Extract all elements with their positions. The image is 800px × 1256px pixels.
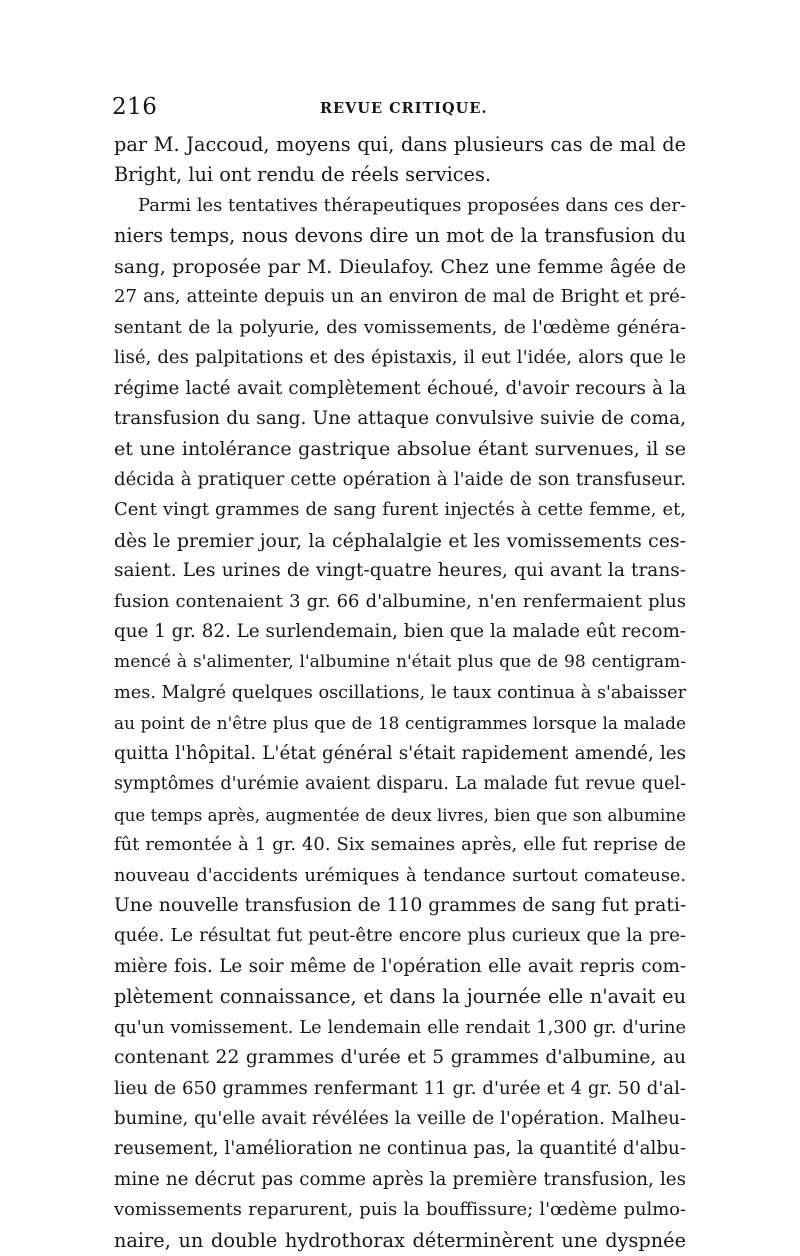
text-line: Une nouvelle transfusion de 110 grammes de sang fut prati- <box>114 894 687 916</box>
text-line: quée. Le résultat fut peut-être encore plus curieux que la pre- <box>114 925 686 947</box>
text-line: naire, un double hydrothorax déterminèrent une dyspnée <box>114 1228 686 1252</box>
text-line: fût remontée à 1 gr. 40. Six semaines après, elle fut reprise de <box>114 834 686 856</box>
text-line: que 1 gr. 82. Le surlendemain, bien que la malade eût recom- <box>114 621 686 642</box>
text-line: décida à pratiquer cette opération à l'aide de son transfuseur. <box>114 468 686 490</box>
text-line: Cent vingt grammes de sang furent injectés à cette femme, et, <box>114 499 686 521</box>
text-line: contenant 22 grammes d'urée et 5 grammes d'albumine, au <box>114 1047 686 1069</box>
text-line: au point de n'être plus que de 18 centigrammes lorsque la malade <box>114 713 686 734</box>
text-line: transfusion du sang. Une attaque convulsive suivie de coma, <box>114 407 686 429</box>
text-line: lieu de 650 grammes renfermant 11 gr. d'urée et 4 gr. 50 d'al- <box>114 1077 686 1099</box>
text-line: reusement, l'amélioration ne continua pas, la quantité d'albu- <box>114 1138 686 1160</box>
text-line: bumine, qu'elle avait révélées la veille de l'opération. Malheu- <box>114 1108 686 1129</box>
text-line: Bright, lui ont rendu de réels services. <box>114 163 491 187</box>
text-line: lisé, des palpitations et des épistaxis, il eut l'idée, alors que le <box>114 347 686 369</box>
body-text <box>114 130 686 1256</box>
text-line: dès le premier jour, la céphalalgie et les vomissements ces- <box>114 529 686 552</box>
text-line: fusion contenaient 3 gr. 66 d'albumine, n'en renfermaient plus <box>114 590 686 612</box>
text-line: sentant de la polyurie, des vomissements, de l'œdème généra- <box>114 316 686 338</box>
text-line: quitta l'hôpital. L'état général s'était rapidement amendé, les <box>114 742 686 764</box>
text-line: niers temps, nous devons dire un mot de la transfusion du <box>114 224 686 248</box>
text-line: mine ne décrut pas comme après la première transfusion, les <box>114 1168 686 1190</box>
text-line: vomissements reparurent, puis la bouffissure; l'œdème pulmo- <box>114 1199 686 1221</box>
text-line: Parmi les tentatives thérapeutiques proposées dans ces der- <box>138 194 686 216</box>
text-line: et une intolérance gastrique absolue étant survenues, il se <box>114 437 686 461</box>
text-line: nouveau d'accidents urémiques à tendance surtout comateuse. <box>114 865 686 886</box>
page-number: 216 <box>112 94 158 120</box>
text-line: sang, proposée par M. Dieulafoy. Chez une femme âgée de <box>114 254 686 278</box>
text-line: plètement connaissance, et dans la journée elle n'avait eu <box>114 985 686 1009</box>
running-head: REVUE CRITIQUE. <box>320 100 488 117</box>
text-line: qu'un vomissement. Le lendemain elle rendait 1,300 gr. d'urine <box>114 1017 686 1038</box>
text-line: mes. Malgré quelques oscillations, le taux continua à s'abaisser <box>114 682 687 703</box>
text-line: symptômes d'urémie avaient disparu. La malade fut revue quel- <box>114 774 686 795</box>
text-line: 27 ans, atteinte depuis un an environ de mal de Bright et pré- <box>114 286 686 308</box>
text-line: mencé à s'alimenter, l'albumine n'était plus que de 98 centigram- <box>114 652 686 673</box>
text-line: par M. Jaccoud, moyens qui, dans plusieurs cas de mal de <box>114 133 686 156</box>
text-line: saient. Les urines de vingt-quatre heures, qui avant la trans- <box>114 560 686 582</box>
text-line: que temps après, augmentée de deux livres, bien que son albumine <box>114 804 686 825</box>
text-line: régime lacté avait complètement échoué, d'avoir recours à la <box>114 377 686 399</box>
page-header <box>112 92 682 128</box>
text-line: mière fois. Le soir même de l'opération elle avait repris com- <box>114 955 686 977</box>
